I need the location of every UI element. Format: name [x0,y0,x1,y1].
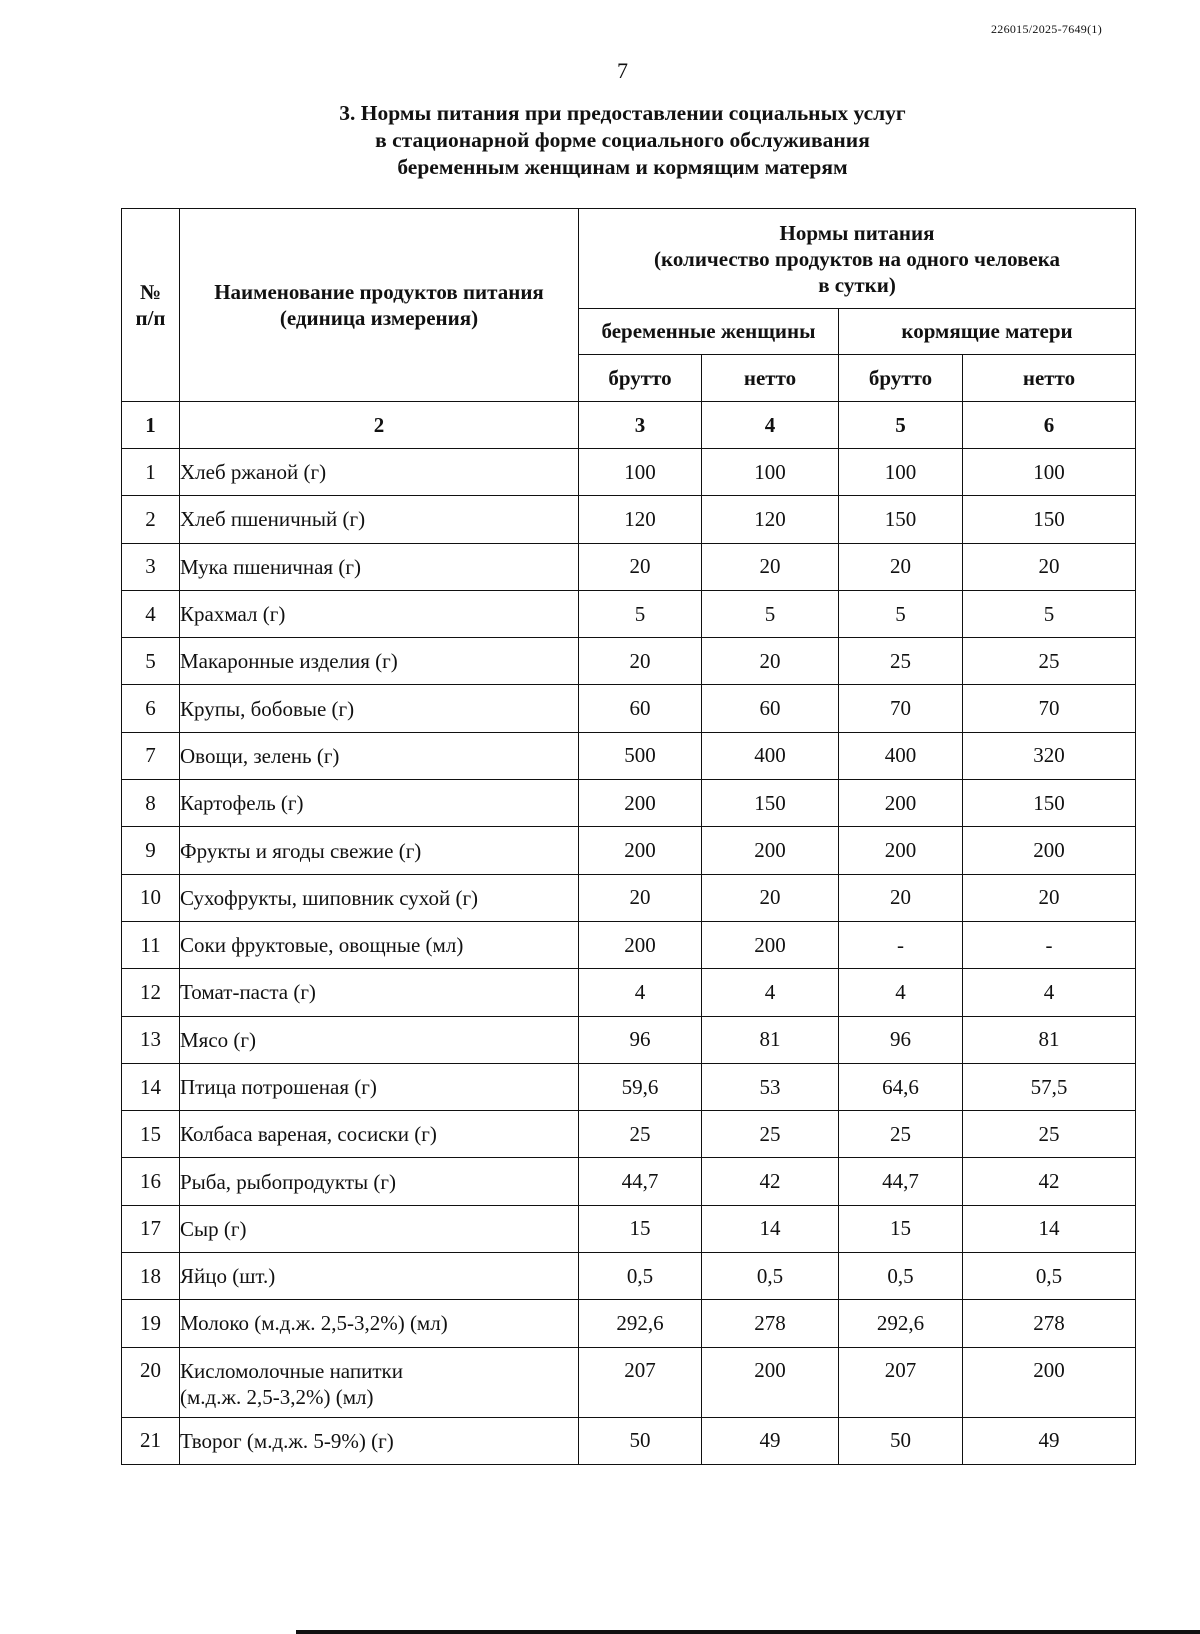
pregnant-brutto-value: 500 [579,732,702,779]
pregnant-netto-value: 53 [702,1063,839,1110]
row-number: 2 [122,496,180,543]
row-number: 4 [122,590,180,637]
column-number: 4 [702,402,839,449]
nursing-netto-value: 20 [963,874,1136,921]
nursing-brutto-value: 96 [839,1016,963,1063]
header-netto: нетто [963,355,1136,402]
row-number: 7 [122,732,180,779]
nursing-brutto-value: 200 [839,827,963,874]
product-name: Сухофрукты, шиповник сухой (г) [180,874,579,921]
table-row [122,1253,1136,1300]
nursing-netto-value: 5 [963,590,1136,637]
product-name: Кисломолочные напитки (м.д.ж. 2,5-3,2%) (мл) [180,1347,579,1417]
nursing-brutto-value: 25 [839,638,963,685]
header-norms-line: в сутки) [818,272,896,297]
nursing-netto-value: 0,5 [963,1253,1136,1300]
nursing-brutto-value: 44,7 [839,1158,963,1205]
pregnant-brutto-value: 60 [579,685,702,732]
nursing-brutto-value: 20 [839,874,963,921]
pregnant-brutto-value: 120 [579,496,702,543]
pregnant-brutto-value: 0,5 [579,1253,702,1300]
column-number: 2 [180,402,579,449]
nursing-brutto-value: 64,6 [839,1063,963,1110]
pregnant-brutto-value: 207 [579,1347,702,1417]
row-number: 16 [122,1158,180,1205]
table-row [122,1417,1136,1464]
product-name: Молоко (м.д.ж. 2,5-3,2%) (мл) [180,1300,579,1347]
nursing-netto-value: 100 [963,449,1136,496]
row-number: 8 [122,780,180,827]
nursing-brutto-value: 400 [839,732,963,779]
table-row [122,921,1136,968]
table-row [122,1016,1136,1063]
product-name: Яйцо (шт.) [180,1253,579,1300]
table-row [122,638,1136,685]
pregnant-netto-value: 14 [702,1205,839,1252]
bottom-scan-edge [296,1630,1200,1634]
nursing-brutto-value: 70 [839,685,963,732]
nursing-netto-value: 42 [963,1158,1136,1205]
header-number-line: № [139,280,162,304]
nursing-netto-value: 150 [963,780,1136,827]
nursing-netto-value: 25 [963,1111,1136,1158]
header-netto: нетто [702,355,839,402]
product-name: Макаронные изделия (г) [180,638,579,685]
table-row [122,1063,1136,1110]
table-row [122,1347,1136,1417]
table-row [122,1111,1136,1158]
page-number: 7 [617,58,628,83]
table-row [122,496,1136,543]
pregnant-netto-value: 81 [702,1016,839,1063]
nursing-netto-value: 25 [963,638,1136,685]
table-row [122,543,1136,590]
row-number: 19 [122,1300,180,1347]
row-number: 13 [122,1016,180,1063]
nursing-brutto-value: 100 [839,449,963,496]
nursing-brutto-value: 25 [839,1111,963,1158]
pregnant-brutto-value: 15 [579,1205,702,1252]
column-number: 1 [122,402,180,449]
nursing-netto-value: 14 [963,1205,1136,1252]
pregnant-netto-value: 200 [702,827,839,874]
title-line: 3. Нормы питания при предоставлении социальных услуг [339,101,906,125]
table-row [122,827,1136,874]
product-name: Рыба, рыбопродукты (г) [180,1158,579,1205]
table-row [122,685,1136,732]
nursing-netto-value: 20 [963,543,1136,590]
pregnant-brutto-value: 5 [579,590,702,637]
pregnant-netto-value: 0,5 [702,1253,839,1300]
nursing-brutto-value: 150 [839,496,963,543]
pregnant-netto-value: 49 [702,1417,839,1464]
table-row [122,590,1136,637]
pregnant-netto-value: 278 [702,1300,839,1347]
header-number [122,209,180,402]
nursing-brutto-value: 207 [839,1347,963,1417]
nursing-brutto-value: 200 [839,780,963,827]
pregnant-netto-value: 25 [702,1111,839,1158]
product-name: Фрукты и ягоды свежие (г) [180,827,579,874]
nursing-netto-value: 4 [963,969,1136,1016]
header-norms-line: Нормы питания [779,220,935,245]
pregnant-brutto-value: 20 [579,638,702,685]
pregnant-brutto-value: 4 [579,969,702,1016]
product-name: Творог (м.д.ж. 5-9%) (г) [180,1417,579,1464]
nursing-brutto-value: 0,5 [839,1253,963,1300]
column-number: 6 [963,402,1136,449]
nutrition-norms-table [121,208,1136,1465]
pregnant-brutto-value: 25 [579,1111,702,1158]
product-name: Картофель (г) [180,780,579,827]
product-name: Овощи, зелень (г) [180,732,579,779]
nursing-netto-value: 150 [963,496,1136,543]
row-number: 18 [122,1253,180,1300]
product-name: Мука пшеничная (г) [180,543,579,590]
pregnant-brutto-value: 20 [579,543,702,590]
pregnant-brutto-value: 100 [579,449,702,496]
table-row [122,1300,1136,1347]
row-number: 12 [122,969,180,1016]
row-number: 20 [122,1347,180,1417]
product-name: Крупы, бобовые (г) [180,685,579,732]
table-row [122,780,1136,827]
product-name: Птица потрошеная (г) [180,1063,579,1110]
pregnant-brutto-value: 50 [579,1417,702,1464]
title-line: беременным женщинам и кормящим матерям [397,155,848,179]
pregnant-netto-value: 4 [702,969,839,1016]
product-name: Томат-паста (г) [180,969,579,1016]
row-number: 9 [122,827,180,874]
pregnant-netto-value: 400 [702,732,839,779]
row-number: 11 [122,921,180,968]
header-product-name [180,209,579,402]
header-norms [579,209,1136,309]
nursing-brutto-value: 20 [839,543,963,590]
pregnant-brutto-value: 44,7 [579,1158,702,1205]
nursing-netto-value: 70 [963,685,1136,732]
row-number: 6 [122,685,180,732]
column-number: 3 [579,402,702,449]
column-number: 5 [839,402,963,449]
pregnant-brutto-value: 200 [579,921,702,968]
nursing-netto-value: - [963,921,1136,968]
nursing-netto-value: 57,5 [963,1063,1136,1110]
product-name: Соки фруктовые, овощные (мл) [180,921,579,968]
nursing-brutto-value: 292,6 [839,1300,963,1347]
pregnant-brutto-value: 292,6 [579,1300,702,1347]
document-id: 226015/2025-7649(1) [990,22,1102,36]
product-name: Крахмал (г) [180,590,579,637]
product-name: Сыр (г) [180,1205,579,1252]
pregnant-brutto-value: 200 [579,827,702,874]
pregnant-netto-value: 120 [702,496,839,543]
pregnant-netto-value: 20 [702,543,839,590]
header-number-line: п/п [135,306,166,330]
product-name: Мясо (г) [180,1016,579,1063]
header-norms-line: (количество продуктов на одного человека [654,246,1061,271]
pregnant-brutto-value: 20 [579,874,702,921]
pregnant-netto-value: 150 [702,780,839,827]
row-number: 14 [122,1063,180,1110]
nursing-netto-value: 278 [963,1300,1136,1347]
header-product-line: Наименование продуктов питания [214,280,544,304]
header-product-line: (единица измерения) [279,306,479,330]
nursing-netto-value: 200 [963,827,1136,874]
row-number: 1 [122,449,180,496]
nursing-netto-value: 320 [963,732,1136,779]
row-number: 17 [122,1205,180,1252]
table-row [122,874,1136,921]
row-number: 21 [122,1417,180,1464]
nursing-netto-value: 49 [963,1417,1136,1464]
pregnant-netto-value: 42 [702,1158,839,1205]
pregnant-netto-value: 100 [702,449,839,496]
nursing-brutto-value: 15 [839,1205,963,1252]
product-name: Хлеб ржаной (г) [180,449,579,496]
table-row [122,449,1136,496]
nursing-brutto-value: 5 [839,590,963,637]
pregnant-brutto-value: 200 [579,780,702,827]
row-number: 15 [122,1111,180,1158]
pregnant-brutto-value: 96 [579,1016,702,1063]
header-brutto: брутто [579,355,702,402]
title-line: в стационарной форме социального обслуживания [375,128,870,152]
header-pregnant-women: беременные женщины [579,309,839,355]
header-brutto: брутто [839,355,963,402]
pregnant-netto-value: 200 [702,1347,839,1417]
pregnant-netto-value: 20 [702,874,839,921]
table-body [122,449,1136,1465]
row-number: 5 [122,638,180,685]
pregnant-netto-value: 60 [702,685,839,732]
pregnant-netto-value: 200 [702,921,839,968]
nursing-brutto-value: 50 [839,1417,963,1464]
row-number: 3 [122,543,180,590]
nursing-netto-value: 81 [963,1016,1136,1063]
header-nursing-mothers: кормящие матери [839,309,1136,355]
nursing-netto-value: 200 [963,1347,1136,1417]
table-row [122,1158,1136,1205]
product-name: Хлеб пшеничный (г) [180,496,579,543]
pregnant-netto-value: 5 [702,590,839,637]
product-name: Колбаса вареная, сосиски (г) [180,1111,579,1158]
row-number: 10 [122,874,180,921]
pregnant-netto-value: 20 [702,638,839,685]
nursing-brutto-value: 4 [839,969,963,1016]
pregnant-brutto-value: 59,6 [579,1063,702,1110]
page-title [0,100,1200,181]
table-row [122,732,1136,779]
nursing-brutto-value: - [839,921,963,968]
table-row [122,1205,1136,1252]
table-row [122,969,1136,1016]
